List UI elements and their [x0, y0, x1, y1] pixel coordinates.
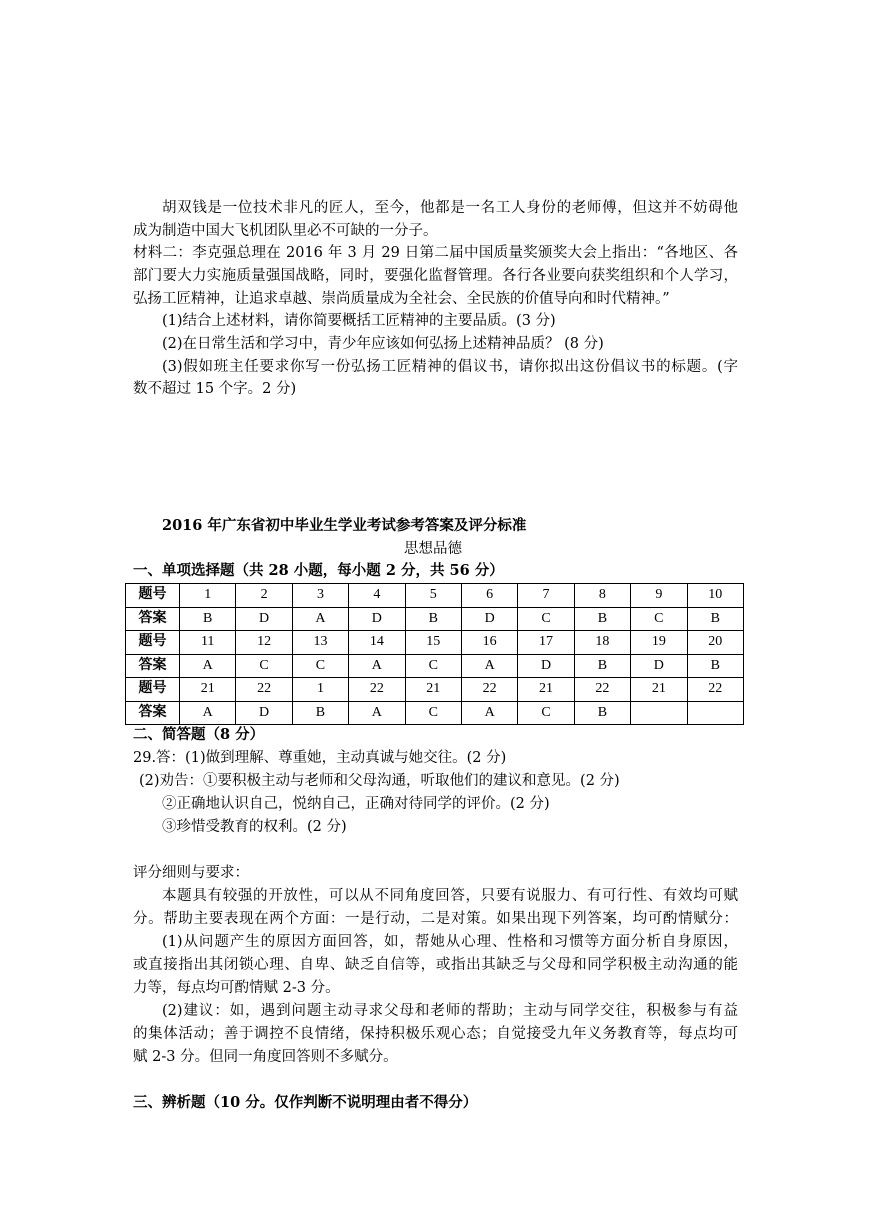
table-cell: 10: [687, 584, 743, 608]
table-cell: B: [574, 654, 630, 678]
row-label: 答案: [126, 654, 180, 678]
answer-29-line: 29.答：(1)做到理解、尊重她，主动真诚与她交往。(2 分): [133, 750, 507, 766]
table-cell: B: [574, 607, 630, 631]
table-cell: A: [180, 654, 236, 678]
row-label: 题号: [126, 678, 180, 702]
table-row: [126, 701, 744, 725]
table-cell: 3: [292, 584, 348, 608]
table-cell: C: [631, 607, 687, 631]
table-cell: 9: [631, 584, 687, 608]
grading-line: 力等，每点均可酌情赋 2-3 分。: [133, 980, 340, 996]
table-cell: 8: [574, 584, 630, 608]
table-cell: 11: [180, 631, 236, 655]
table-cell: A: [349, 654, 405, 678]
grading-line: 分。帮助主要表现在两个方面：一是行动，二是对策。如果出现下列答案，均可酌情赋分：: [133, 911, 738, 927]
grading-line: (1)从问题产生的原因方面回答，如，帮她从心理、性格和习惯等方面分析自身原因，: [162, 934, 738, 950]
grading-line: 的集体活动；善于调控不良情绪，保持积极乐观心态；自觉接受九年义务教育等，每点均可: [133, 1026, 738, 1042]
grading-line: (2)建议：如，遇到问题主动寻求父母和老师的帮助；主动与同学交往，积极参与有益: [162, 1003, 738, 1019]
table-cell: 1: [292, 678, 348, 702]
table-row: [126, 584, 744, 608]
answer-29-line: ③珍惜受教育的权利。(2 分): [162, 819, 347, 835]
table-cell: B: [687, 607, 743, 631]
table-cell: D: [518, 654, 574, 678]
table-cell: C: [518, 701, 574, 725]
table-cell: 22: [687, 678, 743, 702]
row-label: 答案: [126, 607, 180, 631]
table-cell: 22: [461, 678, 517, 702]
table-cell: A: [180, 701, 236, 725]
table-cell: 18: [574, 631, 630, 655]
grading-line: 本题具有较强的开放性，可以从不同角度回答，只要有说服力、有可行性、有效均可赋: [162, 888, 738, 904]
table-cell: 22: [349, 678, 405, 702]
table-row: [126, 607, 744, 631]
question-3: (3)假如班主任要求你写一份弘扬工匠精神的倡议书，请你拟出这份倡议书的标题。(字: [162, 359, 738, 375]
table-row: [126, 678, 744, 702]
table-cell: 5: [405, 584, 461, 608]
table-cell: B: [574, 701, 630, 725]
table-cell: D: [236, 701, 292, 725]
grading-line: 赋 2-3 分。但同一角度回答则不多赋分。: [133, 1049, 398, 1065]
table-cell: A: [461, 654, 517, 678]
question-1: (1)结合上述材料，请你简要概括工匠精神的主要品质。(3 分): [162, 313, 556, 329]
table-cell: B: [292, 701, 348, 725]
table-cell: 16: [461, 631, 517, 655]
table-cell: C: [518, 607, 574, 631]
table-row: [126, 654, 744, 678]
table-row: [126, 631, 744, 655]
section-2-heading: 二、简答题（8 分）: [133, 726, 265, 743]
table-cell: 6: [461, 584, 517, 608]
grading-heading: 评分细则与要求：: [133, 865, 249, 881]
table-cell: B: [687, 654, 743, 678]
table-cell: D: [349, 607, 405, 631]
section-1-heading: 一、单项选择题（共 28 小题，每小题 2 分，共 56 分）: [133, 562, 504, 579]
material-paragraph-line: 胡双钱是一位技术非凡的匠人，至今，他都是一名工人身份的老师傅，但这并不妨碍他: [162, 200, 738, 216]
table-cell: 21: [518, 678, 574, 702]
table-cell: [687, 701, 743, 725]
table-cell: D: [236, 607, 292, 631]
question-2: (2)在日常生活和学习中，青少年应该如何弘扬上述精神品质？ (8 分): [162, 336, 604, 352]
table-cell: 15: [405, 631, 461, 655]
table-cell: 2: [236, 584, 292, 608]
section-3-heading: 三、辨析题（10 分。仅作判断不说明理由者不得分）: [133, 1094, 478, 1111]
table-cell: 20: [687, 631, 743, 655]
table-cell: C: [405, 654, 461, 678]
table-cell: B: [180, 607, 236, 631]
table-cell: 12: [236, 631, 292, 655]
table-cell: 21: [631, 678, 687, 702]
table-cell: 1: [180, 584, 236, 608]
row-label: 题号: [126, 631, 180, 655]
table-cell: 19: [631, 631, 687, 655]
table-cell: 21: [180, 678, 236, 702]
table-cell: 22: [236, 678, 292, 702]
question-3-continued: 数不超过 15 个字。2 分): [133, 381, 297, 397]
table-cell: D: [461, 607, 517, 631]
table-cell: [631, 701, 687, 725]
table-cell: B: [405, 607, 461, 631]
table-cell: 22: [574, 678, 630, 702]
subject-label: 思想品德: [404, 541, 462, 557]
table-cell: 21: [405, 678, 461, 702]
table-cell: 7: [518, 584, 574, 608]
table-cell: A: [461, 701, 517, 725]
table-cell: C: [292, 654, 348, 678]
answer-29-line: ②正确地认识自己，悦纳自己，正确对待同学的评价。(2 分): [162, 796, 550, 812]
table-cell: 17: [518, 631, 574, 655]
grading-line: 或直接指出其闭锁心理、自卑、缺乏自信等，或指出其缺乏与父母和同学积极主动沟通的能: [133, 957, 738, 973]
row-label: 题号: [126, 584, 180, 608]
table-cell: 14: [349, 631, 405, 655]
answer-29-line: (2)劝告：①要积极主动与老师和父母沟通，听取他们的建议和意见。(2 分): [139, 773, 620, 789]
table-cell: A: [292, 607, 348, 631]
table-cell: A: [349, 701, 405, 725]
answer-key-title: 2016 年广东省初中毕业生学业考试参考答案及评分标准: [162, 517, 527, 534]
material-paragraph-line: 成为制造中国大飞机团队里必不可缺的一分子。: [133, 223, 438, 239]
material-two-line: 部门要大力实施质量强国战略，同时，要强化监督管理。各行各业要向获奖组织和个人学习，: [133, 268, 738, 284]
table-cell: C: [405, 701, 461, 725]
material-two-line: 材料二：李克强总理在 2016 年 3 月 29 日第二届中国质量奖颁奖大会上指出：“各地区、各: [133, 245, 738, 261]
table-cell: D: [631, 654, 687, 678]
table-cell: 13: [292, 631, 348, 655]
table-cell: 4: [349, 584, 405, 608]
row-label: 答案: [126, 701, 180, 725]
table-cell: C: [236, 654, 292, 678]
material-two-line: 弘扬工匠精神，让追求卓越、崇尚质量成为全社会、全民族的价值导向和时代精神。”: [133, 291, 670, 307]
answer-table: [125, 583, 744, 725]
